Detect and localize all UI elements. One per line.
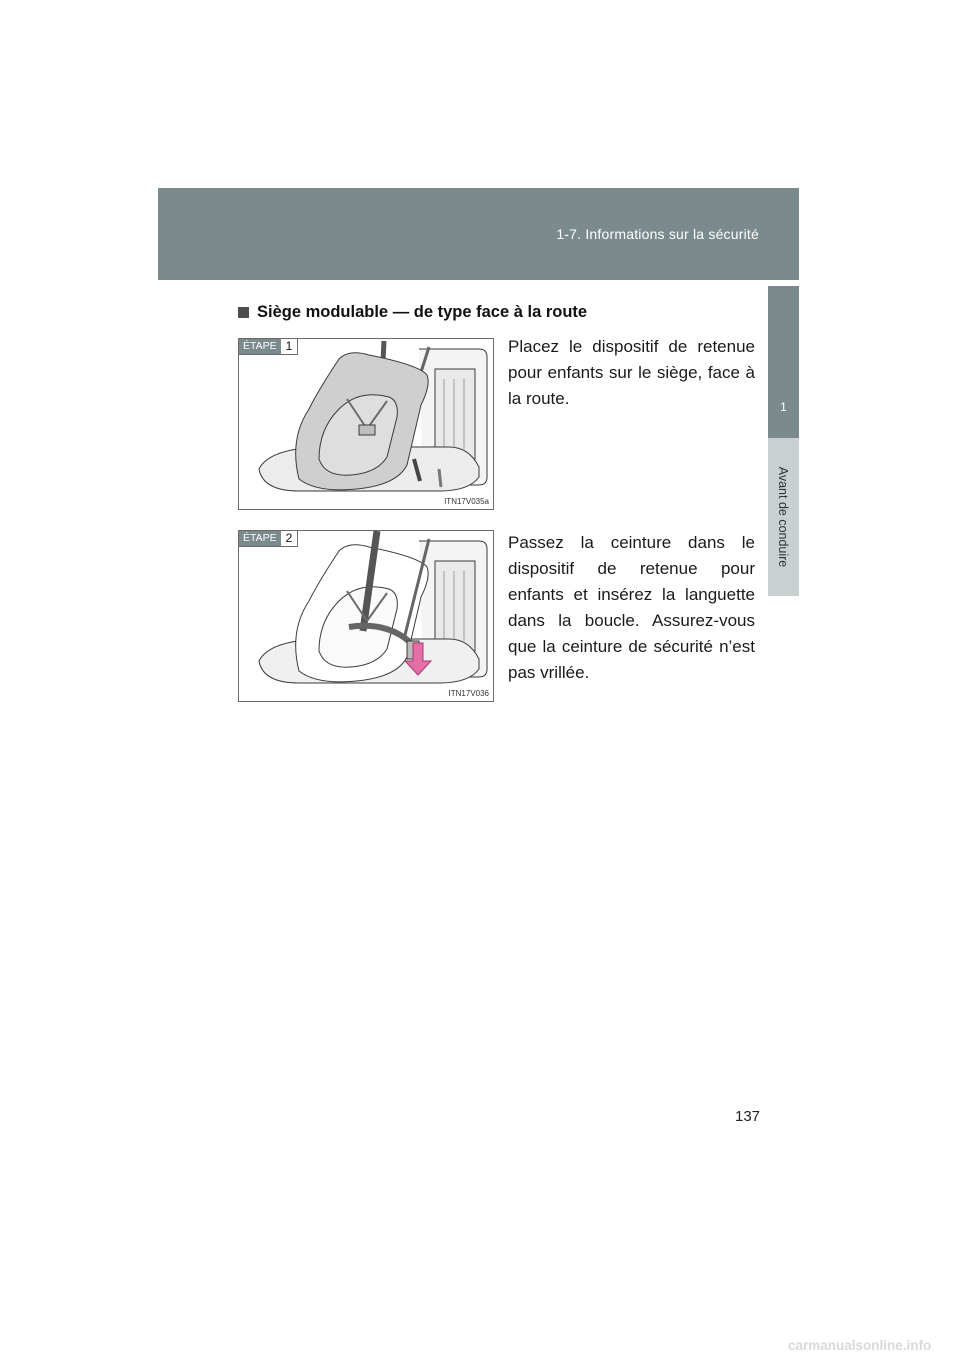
chapter-title: 1-7. Informations sur la sécurité xyxy=(556,226,759,242)
step-1-text: Placez le dispositif de retenue pour enfants sur le siège, face à la route. xyxy=(508,337,755,408)
child-seat-illustration-2 xyxy=(239,531,494,702)
watermark: carmanualsonline.info xyxy=(788,1338,932,1353)
section-heading-text: Siège modulable — de type face à la route xyxy=(257,303,588,321)
section-heading xyxy=(238,303,587,322)
chapter-tab xyxy=(768,286,799,438)
step-1-badge-word: ÉTAPE xyxy=(239,339,281,354)
header-band xyxy=(158,188,799,280)
step-2-badge-number: 2 xyxy=(281,531,298,546)
step-1-badge xyxy=(239,339,298,355)
chapter-tab-number: 1 xyxy=(780,400,787,414)
page-number: 137 xyxy=(735,1108,761,1125)
step-2-text: Passez la ceinture dans le dispositif de retenue pour enfants et insérez la languette dans la boucle. Assurez-vous que la ceinture de sécurité n’est pas vrillée. xyxy=(508,533,755,682)
step-1-figure-code: ITN17V035a xyxy=(444,497,489,506)
step-2-figure-code: ITN17V036 xyxy=(448,689,489,698)
step-2-badge xyxy=(239,531,298,547)
step-1-figure xyxy=(238,338,494,510)
step-2-badge-word: ÉTAPE xyxy=(239,531,281,546)
child-seat-illustration-1 xyxy=(239,339,494,510)
step-1-badge-number: 1 xyxy=(281,339,298,354)
step-2-figure xyxy=(238,530,494,702)
square-bullet-icon xyxy=(238,307,249,318)
chapter-tab-label: Avant de conduire xyxy=(776,466,790,568)
chapter-tab-label-area xyxy=(768,438,799,596)
